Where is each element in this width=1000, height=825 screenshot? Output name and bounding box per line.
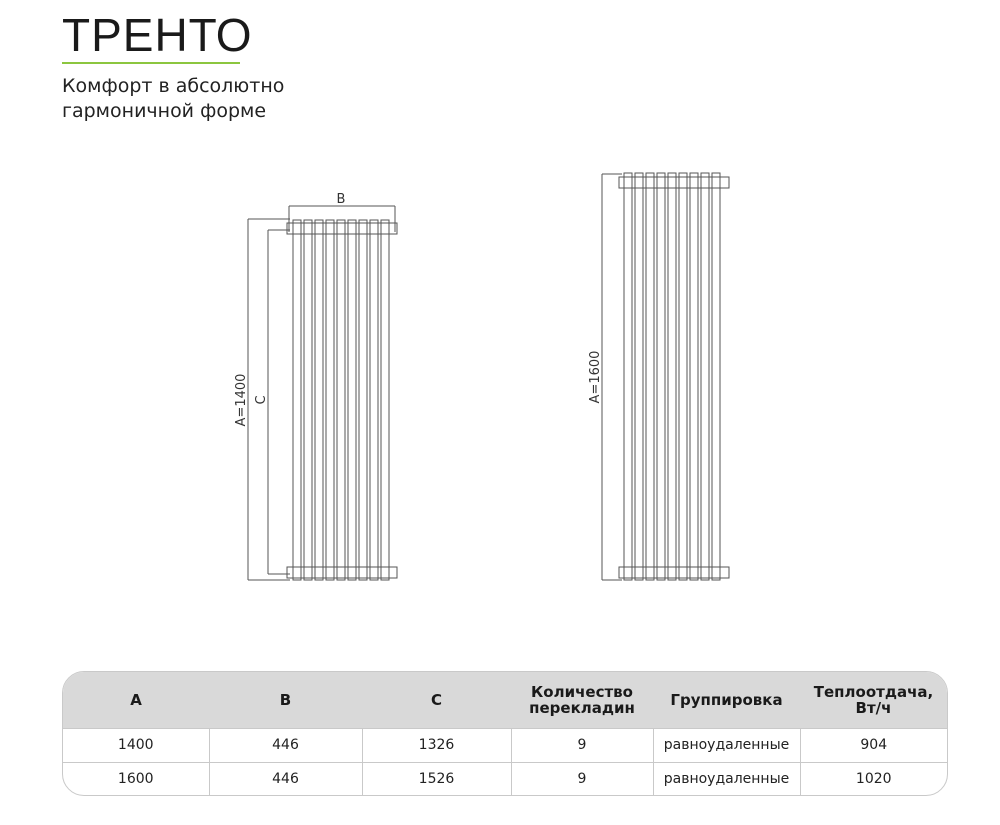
table-header-row bbox=[63, 672, 947, 729]
col-header-grouping: Группировка bbox=[653, 672, 800, 729]
tube bbox=[701, 173, 709, 580]
cell-b: 446 bbox=[209, 762, 362, 795]
tube bbox=[657, 173, 665, 580]
tube bbox=[646, 173, 654, 580]
cell-a: 1600 bbox=[63, 762, 209, 795]
radiator-drawing-1400 bbox=[248, 206, 397, 580]
product-subtitle: Комфорт в абсолютно гармоничной форме bbox=[62, 75, 285, 122]
cell-c: 1326 bbox=[362, 729, 511, 763]
tube bbox=[624, 173, 632, 580]
cell-grouping: равноудаленные bbox=[653, 762, 800, 795]
dim-a-label-1600: A=1600 bbox=[588, 350, 603, 404]
tube bbox=[668, 173, 676, 580]
cell-heat-output: 904 bbox=[800, 729, 947, 763]
cell-crossbars: 9 bbox=[511, 762, 653, 795]
cell-heat-output: 1020 bbox=[800, 762, 947, 795]
cell-crossbars: 9 bbox=[511, 729, 653, 763]
tube bbox=[326, 220, 334, 580]
tube bbox=[359, 220, 367, 580]
dim-b-label: B bbox=[336, 192, 346, 207]
dim-a-label-1400: A=1400 bbox=[234, 373, 249, 427]
tube bbox=[293, 220, 301, 580]
tube bbox=[348, 220, 356, 580]
tube bbox=[370, 220, 378, 580]
col-header-b: B bbox=[209, 672, 362, 729]
specifications-table bbox=[62, 671, 948, 796]
cell-a: 1400 bbox=[63, 729, 209, 763]
tube bbox=[337, 220, 345, 580]
tube bbox=[712, 173, 720, 580]
tube bbox=[690, 173, 698, 580]
product-title: ТРЕНТО bbox=[62, 9, 253, 61]
col-header-c: C bbox=[362, 672, 511, 729]
col-header-heat-output: Теплоотдача, Вт/ч bbox=[800, 672, 947, 729]
tube bbox=[635, 173, 643, 580]
tube bbox=[304, 220, 312, 580]
col-header-a: A bbox=[63, 672, 209, 729]
tube bbox=[381, 220, 389, 580]
cell-c: 1526 bbox=[362, 762, 511, 795]
dim-c-label: C bbox=[254, 395, 269, 405]
radiator-drawing-1600 bbox=[602, 173, 729, 580]
tube bbox=[679, 173, 687, 580]
tube bbox=[315, 220, 323, 580]
col-header-crossbars: Количество перекладин bbox=[511, 672, 653, 729]
cell-b: 446 bbox=[209, 729, 362, 763]
table-row bbox=[63, 762, 947, 795]
table-row bbox=[63, 729, 947, 763]
cell-grouping: равноудаленные bbox=[653, 729, 800, 763]
